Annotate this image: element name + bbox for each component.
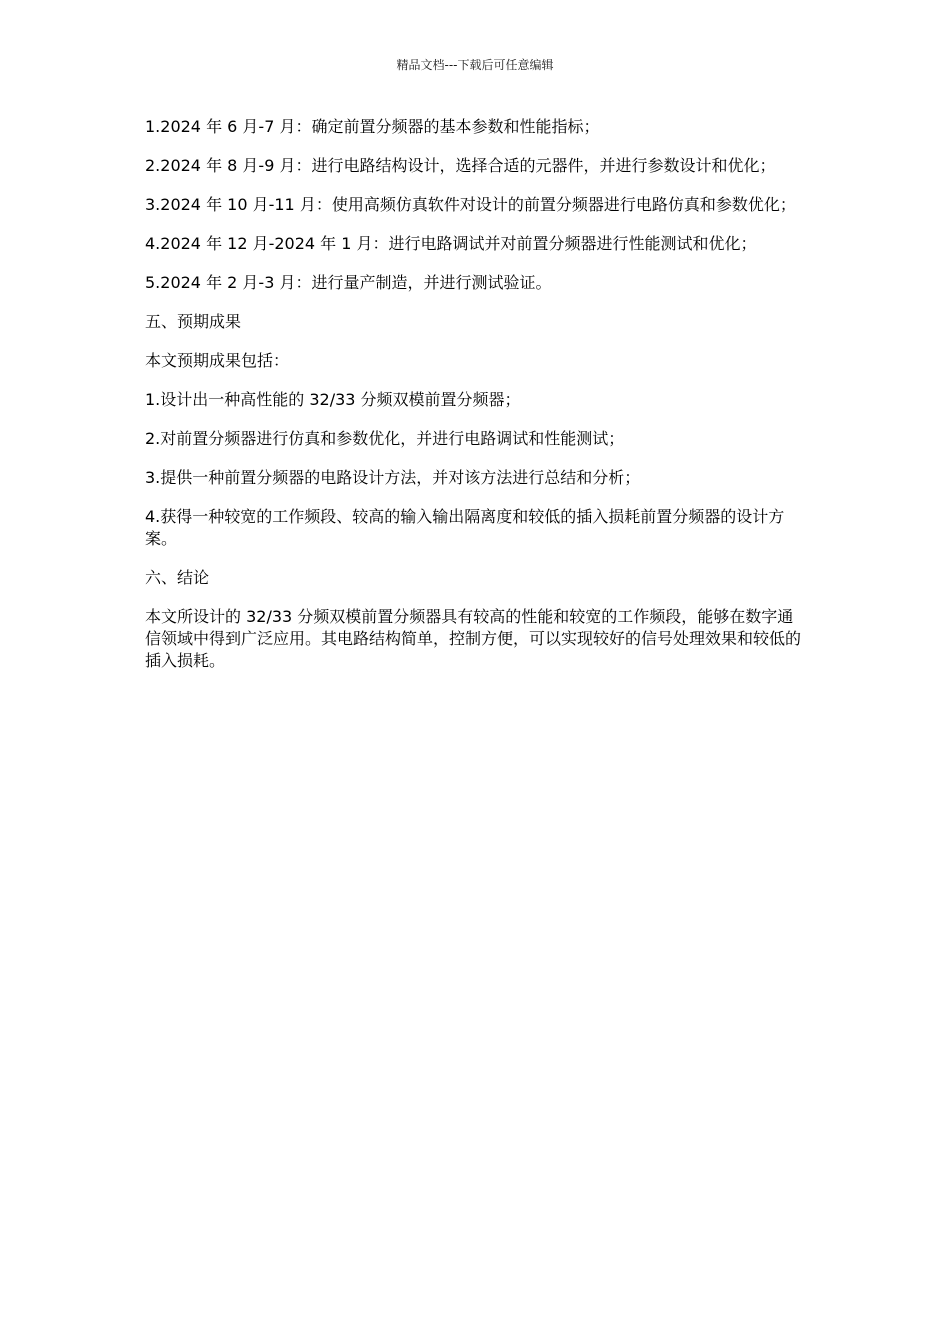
document-body: [145, 116, 805, 689]
schedule-item-3: 3.2024 年 10 月-11 月：使用高频仿真软件对设计的前置分频器进行电路仿真和参数优化；: [145, 195, 796, 214]
schedule-item-1: 1.2024 年 6 月-7 月：确定前置分频器的基本参数和性能指标；: [145, 117, 600, 136]
expected-results-intro: 本文预期成果包括：: [145, 351, 290, 370]
section-heading-conclusion: 六、结论: [145, 568, 210, 587]
schedule-item-5: 5.2024 年 2 月-3 月：进行量产制造，并进行测试验证。: [145, 273, 552, 292]
expected-result-item-4: 4.获得一种较宽的工作频段、较高的输入输出隔离度和较低的插入损耗前置分频器的设计方案。: [145, 507, 785, 548]
expected-result-item-2: 2.对前置分频器进行仿真和参数优化，并进行电路调试和性能测试；: [145, 429, 625, 448]
conclusion-text: 本文所设计的 32/33 分频双模前置分频器具有较高的性能和较宽的工作频段，能够在数字通信领域中得到广泛应用。其电路结构简单，控制方便，可以实现较好的信号处理效果和较低的插入损耗。: [145, 607, 802, 670]
expected-result-item-3: 3.提供一种前置分频器的电路设计方法，并对该方法进行总结和分析；: [145, 468, 641, 487]
schedule-item-2: 2.2024 年 8 月-9 月：进行电路结构设计，选择合适的元器件，并进行参数设计和优化；: [145, 156, 776, 175]
section-heading-expected-results: 五、预期成果: [145, 312, 242, 331]
page-header: 精品文档---下载后可任意编辑: [396, 58, 554, 72]
schedule-item-4: 4.2024 年 12 月-2024 年 1 月：进行电路调试并对前置分频器进行性能测试和优化；: [145, 234, 757, 253]
expected-result-item-1: 1.设计出一种高性能的 32/33 分频双模前置分频器；: [145, 390, 521, 409]
